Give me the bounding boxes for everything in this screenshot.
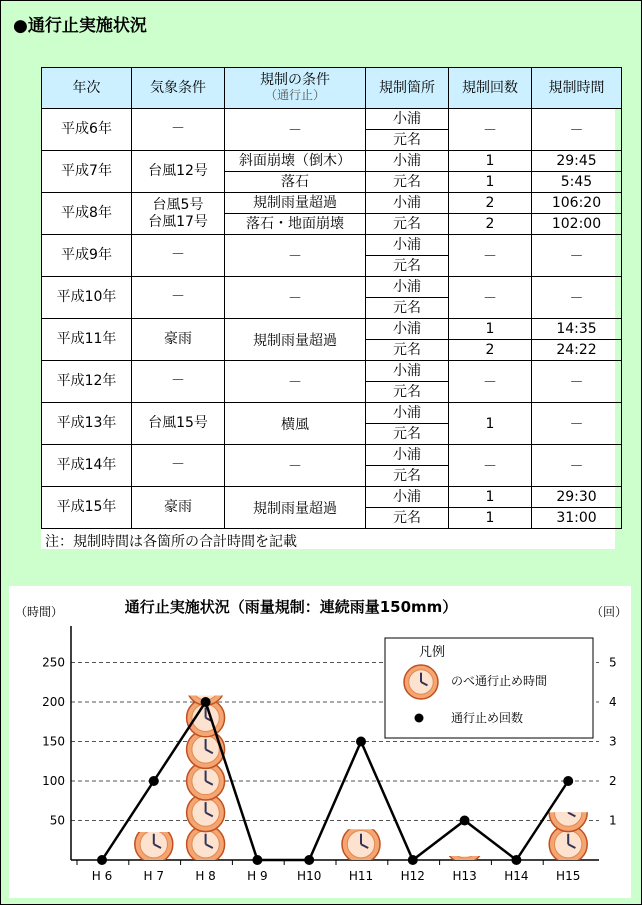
legend-clock-icon [404,665,438,699]
table-row [42,109,622,151]
y-axis-label: （時間） [14,605,64,619]
cell-place-line: 小浦 [366,193,448,214]
cell-time: － [532,445,622,487]
cell-weather: 台風5号 台風17号 [132,193,225,235]
cell-count-line: 1 [485,174,495,190]
cell-weather: － [132,277,225,319]
cell-count: － [449,235,532,277]
cell-time-line: 29:30 [532,487,621,508]
cell-place-line: 小浦 [366,235,448,256]
cell-time: － [532,109,622,151]
cell-time: － [532,403,622,445]
cell-time-line: 5:45 [560,174,593,190]
cell-time-line: 29:45 [532,151,621,172]
cell-condition: － [225,235,366,277]
table-body [42,109,622,529]
cell-count: － [449,277,532,319]
x-tick-label: H12 [400,869,425,883]
cell-count: 1 [449,403,532,445]
cell-time: － [532,277,622,319]
count-point [511,855,521,865]
cell-condition-line: 規制雨量超過 [225,193,365,214]
y2-tick-label: 5 [609,655,617,670]
bar-time [342,825,380,863]
cell-year: 平成9年 [42,235,132,277]
cell-time [532,319,622,361]
table-row [42,487,622,529]
cell-time-line: 102:00 [551,216,602,232]
count-point [408,855,418,865]
cell-count-line: 1 [449,151,531,172]
cell-place [366,277,449,319]
cell-condition [225,151,366,193]
cell-place-line: 元名 [393,426,421,442]
header-place: 規制箇所 [366,68,449,109]
cell-place [366,445,449,487]
count-point [149,776,159,786]
y-tick-label: 150 [42,734,65,749]
x-tick-label: H14 [504,869,529,883]
cell-place-line: 小浦 [366,277,448,298]
cell-place-line: 小浦 [366,361,448,382]
header-count: 規制回数 [449,68,532,109]
y2-tick-label: 2 [609,774,617,788]
cell-place-line: 元名 [393,216,421,232]
rain-regulation-chart [9,586,631,898]
cell-year: 平成10年 [42,277,132,319]
count-point [356,737,366,747]
clock-icon [135,825,173,863]
cell-condition: － [225,109,366,151]
header-condition-main: 規制の条件 [260,72,330,88]
cell-time [532,193,622,235]
cell-time-line: 106:20 [532,193,621,214]
x-tick-label: H 8 [195,869,216,883]
cell-place [366,109,449,151]
y-tick-label: 200 [42,695,65,709]
cell-place-line: 元名 [393,300,421,316]
cell-count-line: 1 [449,319,531,340]
cell-place-line: 元名 [393,342,421,358]
table-row [42,445,622,487]
legend-dot-icon [415,714,424,723]
regulation-table-container [41,67,615,549]
cell-weather: 台風12号 [132,151,225,193]
bar-time [135,825,173,863]
cell-condition: 規制雨量超過 [225,487,366,529]
cell-count [449,193,532,235]
cell-time: － [532,235,622,277]
table-header-row [42,68,622,109]
cell-time-line: 14:35 [532,319,621,340]
x-tick-label: H13 [452,869,477,883]
cell-count-line: 1 [449,487,531,508]
cell-place-line: 小浦 [366,445,448,466]
cell-place-line: 小浦 [366,151,448,172]
cell-year: 平成7年 [42,151,132,193]
cell-year: 平成12年 [42,361,132,403]
cell-place [366,193,449,235]
cell-place [366,361,449,403]
x-tick-label: H11 [348,869,374,883]
cell-place-line: 元名 [393,174,421,190]
cell-weather: － [132,445,225,487]
cell-year: 平成14年 [42,445,132,487]
legend-label-time: のべ通行止め時間 [451,674,548,688]
cell-weather: 豪雨 [132,487,225,529]
y-tick-label: 50 [49,813,65,828]
cell-place-line: 小浦 [366,109,448,130]
cell-count-line: 2 [449,193,531,214]
y2-tick-label: 4 [609,695,617,709]
table-row [42,235,622,277]
cell-place-line: 元名 [393,384,421,400]
cell-count-line: 2 [485,216,495,232]
cell-weather: － [132,109,225,151]
cell-count: － [449,361,532,403]
chart-container [9,586,631,898]
cell-place-line: 元名 [393,468,421,484]
cell-condition-line: 落石 [281,174,309,190]
y2-tick-label: 3 [609,734,617,749]
cell-condition: － [225,277,366,319]
cell-place [366,235,449,277]
cell-year: 平成13年 [42,403,132,445]
table-note: 注：規制時間は各箇所の合計時間を記載 [45,534,297,550]
cell-year: 平成15年 [42,487,132,529]
cell-weather: 台風15号 [132,403,225,445]
count-point [563,776,573,786]
cell-place [366,319,449,361]
cell-condition [225,193,366,235]
header-weather: 気象条件 [132,68,225,109]
page-title: ●通行止実施状況 [13,16,147,36]
cell-condition: － [225,445,366,487]
legend [385,638,593,738]
bar-time [549,794,587,864]
cell-place-line: 小浦 [366,487,448,508]
legend-label-count: 通行止め回数 [451,711,524,725]
cell-place-line: 元名 [393,132,421,148]
cell-place-line: 小浦 [366,403,448,424]
count-point [97,855,107,865]
cell-place-line: 小浦 [366,319,448,340]
x-tick-label: H 9 [247,869,268,883]
x-tick-label: H 7 [143,869,165,883]
cell-time [532,151,622,193]
cell-place [366,151,449,193]
cell-time-line: 24:22 [556,342,597,358]
bar-time [187,667,225,863]
cell-place [366,403,449,445]
cell-time: － [532,361,622,403]
count-point [460,816,470,826]
chart-title: 通行止実施状況（雨量規制：連続雨量150mm） [124,598,458,616]
header-condition-sub: （通行止） [264,88,325,102]
cell-count-line: 2 [485,342,495,358]
cell-count [449,151,532,193]
cell-count-line: 1 [485,510,495,526]
cell-year: 平成6年 [42,109,132,151]
cell-condition-line: 落石・地面崩壊 [246,216,344,232]
count-point [304,855,314,865]
y2-tick-label: 1 [609,813,617,828]
y2-axis-label: （回） [590,605,628,619]
cell-place-line: 元名 [393,258,421,274]
table-row [42,151,622,193]
cell-count [449,319,532,361]
count-point [201,697,211,707]
x-tick-label: H 6 [91,869,113,883]
cell-time-line: 31:00 [556,510,597,526]
table-row [42,319,622,361]
table-row [42,193,622,235]
clock-icon [404,665,438,699]
cell-weather: 豪雨 [132,319,225,361]
cell-time [532,487,622,529]
cell-condition: 横風 [225,403,366,445]
table-row [42,277,622,319]
y-tick-label: 100 [42,774,65,788]
cell-year: 平成11年 [42,319,132,361]
y-tick-label: 250 [42,655,65,670]
header-time: 規制時間 [532,68,622,109]
cell-condition: 規制雨量超過 [225,319,366,361]
count-point [252,855,262,865]
cell-place-line: 元名 [393,510,421,526]
cell-count [449,487,532,529]
header-year: 年次 [42,68,132,109]
legend-title: 凡例 [419,645,446,660]
cell-place [366,487,449,529]
x-tick-label: H10 [297,869,322,883]
cell-condition-line: 斜面崩壊（倒木） [225,151,365,172]
x-tick-label: H15 [556,869,581,883]
table-row [42,361,622,403]
table-row [42,403,622,445]
clock-icon [342,825,380,863]
cell-year: 平成8年 [42,193,132,235]
regulation-table [41,67,622,529]
header-condition [225,68,366,109]
cell-weather: － [132,361,225,403]
cell-weather: － [132,235,225,277]
cell-condition: － [225,361,366,403]
cell-count: － [449,109,532,151]
cell-count: － [449,445,532,487]
